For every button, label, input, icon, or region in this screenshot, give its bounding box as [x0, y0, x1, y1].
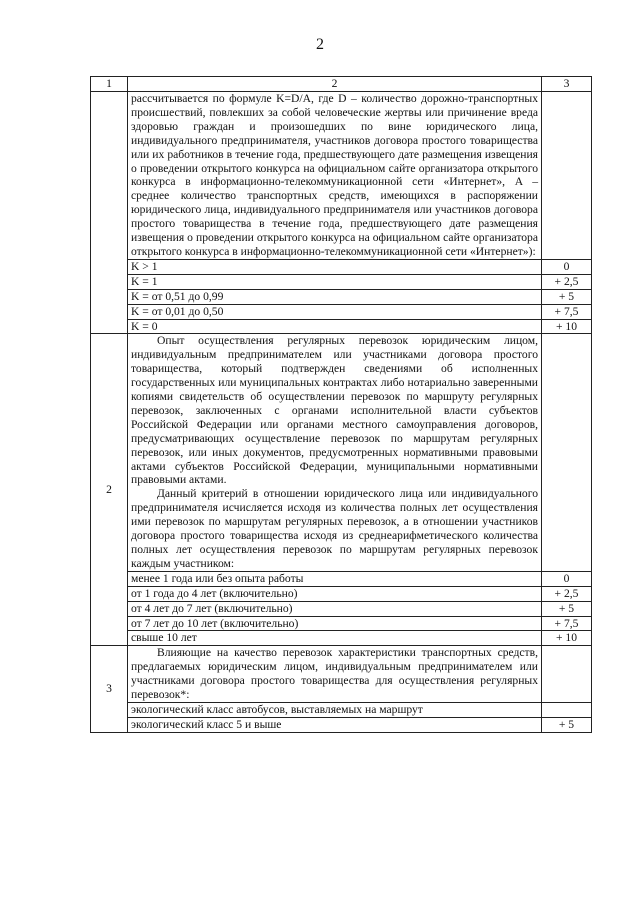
table-row [91, 631, 592, 646]
criterion-score: + 5 [542, 289, 592, 304]
section3-text-value [542, 646, 592, 703]
criterion-label: от 7 лет до 10 лет (включительно) [128, 616, 542, 631]
table-row [91, 601, 592, 616]
criterion-label: свыше 10 лет [128, 631, 542, 646]
table-row [91, 304, 592, 319]
header-col-1: 1 [91, 77, 128, 92]
criterion-label: менее 1 года или без опыта работы [128, 571, 542, 586]
section1-text: рассчитывается по формуле K=D/A, где D – количество дорожно-транспортных происшествий, повлекших за собой человеческие жертвы или причинение вреда здоровью граждан и произошедших по вине юридического лица, индивидуального предпринимателя, участников договора простого товарищества или их работников в течение года, предшествующего дате размещения извещения о проведении открытого конкурса на официальном сайте организатора открытого конкурса в информационно-телекоммуникационной сети «Интернет», A – среднее количество транспортных средств, имеющихся в распоряжении юридического лица, индивидуального предпринимателя или участников договора простого товарищества в течение года, предшествующего дате размещения извещения о проведении открытого конкурса на официальном сайте организатора открытого конкурса в информационно-телекоммуникационной сети «Интернет»): [128, 92, 542, 260]
table-row [91, 319, 592, 334]
section2-text [128, 334, 542, 571]
criterion-label: от 1 года до 4 лет (включительно) [128, 586, 542, 601]
header-col-2: 2 [128, 77, 542, 92]
criteria-table [90, 76, 592, 733]
criterion-score [542, 702, 592, 717]
section2-paragraph-2: Данный критерий в отношении юридического лица или индивидуального предпринимателя исчисляется исходя из количества полных лет осуществления ими перевозок по маршрутам регулярных перевозок, а в отношении участников договора простого товарищества исходя из среднеарифметического количества полных лет осуществления перевозок по маршрутам регулярных перевозок каждым участником: [131, 487, 538, 570]
criterion-score: + 2,5 [542, 274, 592, 289]
page-number: 2 [316, 36, 324, 53]
criterion-score: + 10 [542, 319, 592, 334]
criterion-score: 0 [542, 259, 592, 274]
table-row [91, 702, 592, 717]
section2-text-row [91, 334, 592, 571]
table-row [91, 274, 592, 289]
table-row [91, 717, 592, 732]
section1-text-value [542, 92, 592, 260]
criterion-label: K = от 0,51 до 0,99 [128, 289, 542, 304]
header-col-3: 3 [542, 77, 592, 92]
criterion-score: 0 [542, 571, 592, 586]
table-row [91, 616, 592, 631]
table-row [91, 259, 592, 274]
criterion-label: K = от 0,01 до 0,50 [128, 304, 542, 319]
section1-number-cell [91, 92, 128, 334]
criterion-score: + 10 [542, 631, 592, 646]
criterion-label: K = 1 [128, 274, 542, 289]
criterion-score: + 7,5 [542, 616, 592, 631]
section2-text-value [542, 334, 592, 571]
section1-text-row [91, 92, 592, 260]
header-row [91, 77, 592, 92]
criterion-label: K > 1 [128, 259, 542, 274]
criterion-label: от 4 лет до 7 лет (включительно) [128, 601, 542, 616]
criterion-label: K = 0 [128, 319, 542, 334]
section3-text [128, 646, 542, 703]
table-row [91, 571, 592, 586]
criterion-label: экологический класс автобусов, выставляемых на маршрут [128, 702, 542, 717]
criterion-score: + 2,5 [542, 586, 592, 601]
section3-number: 3 [91, 646, 128, 732]
section2-number: 2 [91, 334, 128, 646]
section3-paragraph: Влияющие на качество перевозок характеристики транспортных средств, предлагаемых юридическим лицом, индивидуальным предпринимателем или участниками договора простого товарищества для осуществления регулярных перевозок*: [131, 646, 538, 702]
table-row [91, 586, 592, 601]
criterion-score: + 5 [542, 717, 592, 732]
criterion-label: экологический класс 5 и выше [128, 717, 542, 732]
section2-paragraph-1: Опыт осуществления регулярных перевозок юридическим лицом, индивидуальным предпринимателем или участниками договора простого товарищества, который подтвержден сведениями об исполненных государственных или муниципальных контрактах либо нотариально заверенными копиями свидетельств об осуществлении перевозок по маршруту регулярных перевозок, заключенных с органами исполнительной власти субъектов Российской Федерации или органами местного самоуправления договоров, предусматривающих осуществление перевозок по маршрутам регулярных перевозок, или иных документов, предусмотренных нормативными правовыми актами субъектов Российской Федерации, муниципальными нормативными правовыми актами. [131, 334, 538, 487]
criterion-score: + 7,5 [542, 304, 592, 319]
section3-text-row [91, 646, 592, 703]
criterion-score: + 5 [542, 601, 592, 616]
table-row [91, 289, 592, 304]
